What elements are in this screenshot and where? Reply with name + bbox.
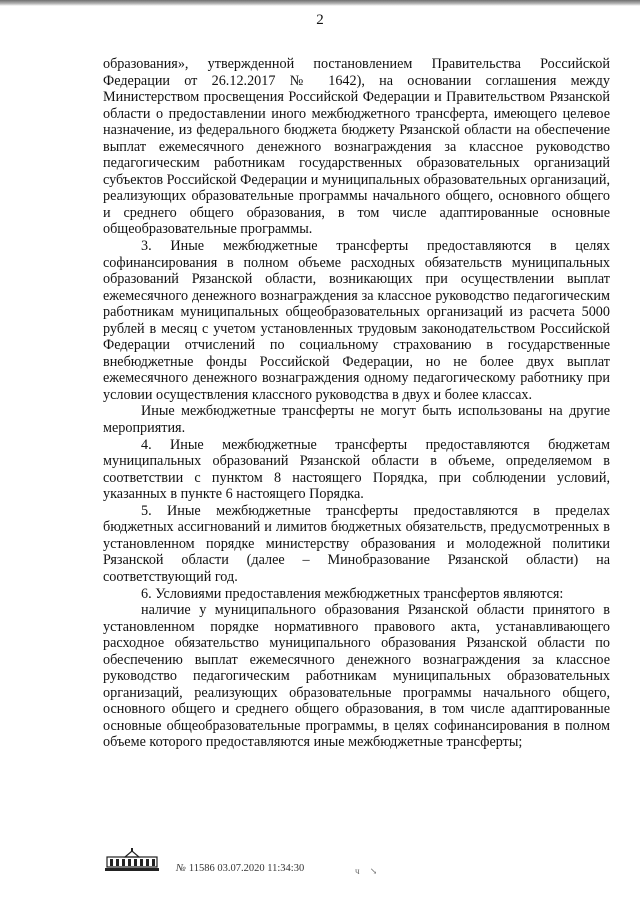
document-body — [103, 56, 610, 751]
paragraph-6: 6. Условиями предоставления межбюджетных трансфертов являются: — [141, 585, 564, 602]
paragraph-5: 5. Иные межбюджетные трансферты предоставляются в пределах бюджетных ассигнований и лимитов бюджетных обязательств, предусмотренных в установленном порядке министерству образования и молодежной политики Рязанской области (далее – Минобразование Рязанской области) на соответствующий год. — [103, 502, 610, 585]
paragraph-1: образования», утвержденной постановлением Правительства Российской Федерации от 26.12.2017 № 1642), на основании соглашения между Министерством просвещения Российской Федерации и Правительством Рязанской области о предоставлении иного межбюджетного трансферта, имеющего целевое назначение, из федерального бюджета бюджету Рязанской области на обеспечение выплат ежемесячного денежного вознаграждения за классное руководство педагогическим работникам государственных образовательных организаций субъектов Российской Федерации и муниципальных образовательных организаций, реализующих образовательные программы начального общего, основного общего и среднего общего образования, в том числе адаптированные основные общеобразовательные программы. — [103, 56, 610, 238]
paragraph-4: 4. Иные межбюджетные трансферты предоставляются бюджетам муниципальных образований Рязанской области в объеме, определяемом в соответствии с пунктом 8 настоящего Порядка, при соблюдении условий, указанных в пункте 6 настоящего Порядка. — [103, 436, 610, 503]
number-sign: № — [176, 863, 186, 874]
registration-number-timestamp: 11586 03.07.2020 11:34:30 — [188, 863, 305, 874]
paragraph-7: наличие у муниципального образования Рязанской области принятого в установленном порядке нормативного правового акта, устанавливающего расходное обязательство муниципального образования Рязанской области по обеспечению выплат ежемесячного денежного вознаграждения за классное руководство педагогическим работникам муниципальных образовательных организаций, реализующих образовательные программы начального общего, основного общего и среднего общего образования, в том числе адаптированные основные общеобразовательные программы, в целях софинансирования в полном объеме которого предоставляются иные межбюджетные трансферты; — [103, 602, 610, 751]
paragraph-2: 3. Иные межбюджетные трансферты предоставляются в целях софинансирования в полном объеме расходных обязательств муниципальных образований Рязанской области, возникающих при осуществлении выплат ежемесячного денежного вознаграждения за классное руководство педагогическим работникам муниципальных общеобразовательных организаций из расчета 5000 рублей в месяц с учетом установленных трудовым законодательством Российской Федерации отчислений по социальному страхованию в государственные внебюджетные фонды Российской Федерации, но не более двух выплат ежемесячного денежного вознаграждения одному педагогическому работнику при условии осуществления классного руководства в двух и более классах. — [103, 238, 610, 403]
scan-top-edge — [0, 0, 640, 6]
government-building-emblem-icon — [103, 848, 161, 872]
page-number: 2 — [316, 12, 324, 28]
document-registration-code — [176, 863, 304, 874]
scan-stray-marks: ч ↘ — [355, 866, 382, 876]
paragraph-3: Иные межбюджетные трансферты не могут быть использованы на другие мероприятия. — [103, 403, 610, 437]
